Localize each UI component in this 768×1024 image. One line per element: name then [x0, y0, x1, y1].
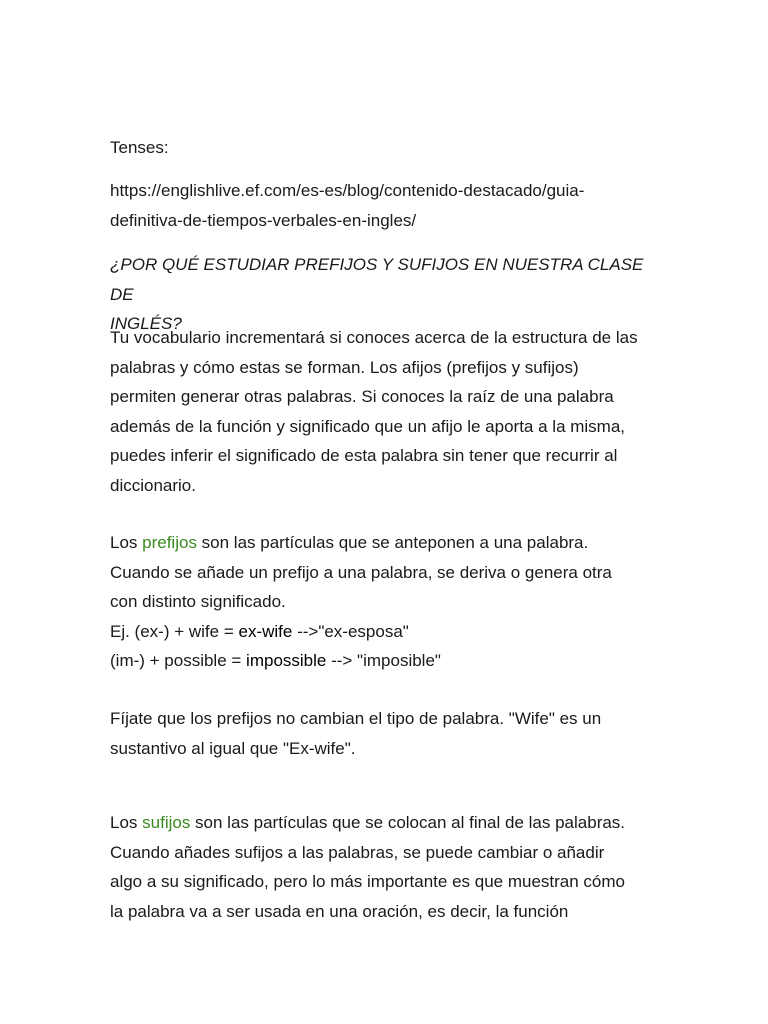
intro-line: puedes inferir el significado de esta palabra sin tener que recurrir al: [110, 446, 618, 465]
suffix-term: sufijos: [142, 813, 191, 832]
intro-line: Tu vocabulario incrementará si conoces acerca de la estructura de las: [110, 328, 638, 347]
prefix-rest: son las partículas que se anteponen a una palabra.: [196, 533, 589, 552]
prefix-line-3: con distinto significado.: [110, 592, 286, 611]
example-2-word: impossible: [246, 651, 327, 670]
intro-paragraph: [110, 323, 670, 500]
url-link[interactable]: [110, 176, 670, 235]
url-line-2[interactable]: definitiva-de-tiempos-verbales-en-ingles/: [110, 210, 417, 230]
example-2-pre: (im-) + possible =: [110, 651, 247, 670]
example-1-pre: Ej. (ex-) + wife =: [110, 621, 239, 641]
prefix-term: prefijos: [142, 533, 197, 552]
suffix-line-4: la palabra va a ser usada en una oración, es decir, la función: [110, 901, 569, 921]
suffix-lead: Los: [110, 813, 143, 832]
suffix-rest: son las partículas que se colocan al final de las palabras.: [190, 813, 626, 832]
example-2-post: --> "imposible": [326, 651, 441, 670]
tenses-label-text: Tenses:: [110, 138, 169, 157]
note-line-1: Fíjate que los prefijos no cambian el tipo de palabra. "Wife" es un: [110, 709, 602, 728]
heading-line-2: INGLÉS?: [110, 314, 182, 333]
tenses-label: [110, 133, 670, 163]
example-1-post: -->"ex-esposa": [292, 621, 409, 641]
prefix-note: [110, 704, 670, 763]
prefix-line-1: [110, 528, 670, 558]
prefix-paragraph: [110, 528, 670, 676]
intro-line: además de la función y significado que un afijo le aporta a la misma,: [110, 416, 626, 436]
intro-line: permiten generar otras palabras. Si conoces la raíz de una palabra: [110, 387, 614, 406]
suffix-paragraph: [110, 808, 670, 926]
intro-line: diccionario.: [110, 475, 196, 495]
prefix-example-1: [110, 617, 670, 647]
suffix-line-1: [110, 808, 670, 838]
suffix-line-3: algo a su significado, pero lo más importante es que muestran cómo: [110, 872, 625, 891]
prefix-line-2: Cuando se añade un prefijo a una palabra, se deriva o genera otra: [110, 562, 612, 582]
intro-line: palabras y cómo estas se forman. Los afijos (prefijos y sufijos): [110, 357, 579, 377]
heading-line-1: ¿POR QUÉ ESTUDIAR PREFIJOS Y SUFIJOS EN NUESTRA CLASE DE: [110, 255, 644, 304]
prefix-example-2: [110, 646, 670, 676]
suffix-line-2: Cuando añades sufijos a las palabras, se puede cambiar o añadir: [110, 842, 605, 862]
example-1-word: ex-wife: [238, 621, 293, 641]
note-line-2: sustantivo al igual que "Ex-wife".: [110, 738, 356, 758]
prefix-lead: Los: [110, 533, 143, 552]
url-line-1[interactable]: https://englishlive.ef.com/es-es/blog/contenido-destacado/guia-: [110, 181, 585, 200]
